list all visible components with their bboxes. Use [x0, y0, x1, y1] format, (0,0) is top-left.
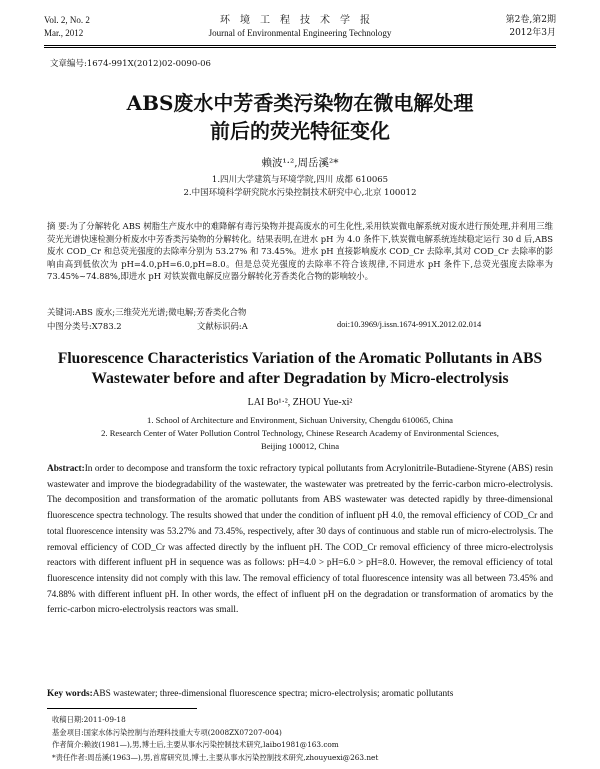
article-number: 文章编号:1674-991X(2012)02-0090-06 [50, 59, 211, 69]
title-cn-line1: ABS废水中芳香类污染物在微电解处理 [126, 91, 474, 115]
footnote-corresponding-author: *责任作者:周岳溪(1963—),男,首席研究员,博士,主要从事水污染控制技术研究,zhouyuexi@263.net [52, 752, 379, 762]
keywords-en [47, 687, 553, 701]
title-en-line2: Wastewater before and after Degradation by Micro-electrolysis [91, 370, 509, 387]
abstract-en-text: In order to decompose and transform the toxic refractory typical pollutants from Acrylonitrile-Butadiene-Styrene (ABS) resin wastewater and improve the biodegradability of the wastewater, the wastewater was pretreated by the ferric-carbon micro-electrolysis. The decomposition and transformation of the aromatic pollutants from ABS wastewater was detected rapidly by three-dimensional fluorescence spectra technology. The results showed that under the condition of influent pH 4.0, the removal efficiency of COD_Cr and total fluorescence intensity was 53.27% and 73.45%, respectively, after 30 days of continuous and stable run of micro-electrolysis. The removal efficiency of COD_Cr was affected directly by the influent pH. The COD_Cr removal efficiency of three micro-electrolysis reactors with different influent pH in sequence was as follows: pH=4.0 > pH=6.0 > pH=8.0. However, the removal efficiency of total fluorescence intensity did not comply with this law. The removal efficiency of total fluorescence intensity was all between 73.45% and 74.88% with different influent pH. In other words, the effect of influent pH on the degradation or transformation of aromatics by the ferric-carbon micro-electrolysis reactors was small. [47, 464, 553, 616]
doi: doi:10.3969/j.issn.1674-991X.2012.02.014 [337, 320, 482, 329]
affiliation-cn-1: 1.四川大学建筑与环境学院,四川 成都 610065 [211, 175, 389, 185]
journal-name-en: Journal of Environmental Engineering Technology [208, 28, 392, 38]
authors-en: LAI Bo¹·², ZHOU Yue-xi² [247, 397, 353, 408]
affiliations-cn [0, 174, 600, 200]
footnote-rule [47, 708, 197, 709]
footnote-funding: 基金项目:国家水体污染控制与治理科技重大专项(2008ZX07207-004) [52, 727, 282, 737]
footnote-received: 收稿日期:2011-09-18 [52, 715, 126, 724]
header-right [506, 14, 556, 40]
affiliation-en-1: 1. School of Architecture and Environment, Sichuan University, Chengdu 610065, China [147, 415, 453, 425]
volume-issue-cn: 第2卷,第2期 [505, 15, 556, 25]
affiliations-en [0, 414, 600, 453]
affiliation-cn-2: 2.中国环境科学研究院水污染控制技术研究中心,北京 100012 [183, 188, 417, 198]
running-header [44, 14, 556, 46]
journal-name-cn: 环境工程技术学报 [220, 15, 380, 26]
abstract-cn: 摘 要:为了分解转化 ABS 树脂生产废水中的难降解有毒污染物并提高废水的可生化性,采用铁炭微电解系统对废水进行预处理,并利用三维荧光光谱快速检测分析废水中芳香类污染物的分解转化。结果表明,在进水 pH 为 4.0 条件下,铁炭微电解系统连续稳定运行 30 d 后,ABS 废水 COD_Cr 和总荧光强度的去除率分别为 53.27% 和 73.45%。进水 pH 直接影响废水 COD_Cr 去除率,其对 COD_Cr 去除率的影响由高到低依次为 pH=4.0,pH=6.0,pH=8.0。但是总荧光强度的去除率不符合该规律,不同进水 pH 条件下,总荧光强度去除率为 73.45%~74.88%,即进水 pH 对铁炭微电解反应器分解转化芳香类化合物的影响较小。 [47, 221, 553, 282]
abstract-en-label: Abstract: [47, 464, 85, 474]
clc-number: 中图分类号:X783.2 [47, 321, 122, 331]
title-cn [0, 89, 600, 145]
header-center [44, 14, 556, 40]
affiliation-en-3: Beijing 100012, China [260, 441, 340, 451]
keywords-en-text: ABS wastewater; three-dimensional fluorescence spectra; micro-electrolysis; aromatic pollutants [92, 689, 454, 699]
keywords-cn: 关键词:ABS 废水;三维荧光光谱;微电解;芳香类化合物 [47, 307, 247, 317]
document-code: 文献标识码:A [197, 321, 248, 331]
keywords-en-label: Key words: [47, 689, 93, 699]
date-cn: 2012年3月 [509, 28, 556, 38]
title-cn-line2: 前后的荧光特征变化 [210, 119, 390, 143]
header-rule [44, 45, 556, 46]
title-en [0, 349, 600, 389]
abstract-en [47, 462, 553, 619]
volume-issue-en: Vol. 2, No. 2 [44, 15, 90, 25]
header-rule-double [44, 47, 556, 48]
title-en-line1: Fluorescence Characteristics Variation of the Aromatic Pollutants in ABS [57, 350, 543, 367]
footnote-author-bio: 作者简介:赖波(1981—),男,博士后,主要从事水污染控制技术研究,laibo1981@163.com [52, 740, 339, 749]
footnotes [52, 714, 553, 764]
authors-cn: 赖波¹·²,周岳溪²* [261, 157, 339, 169]
affiliation-en-2: 2. Research Center of Water Pollution Control Technology, Chinese Research Academy of Environmental Sciences, [101, 428, 499, 438]
date-en: Mar., 2012 [44, 28, 84, 38]
